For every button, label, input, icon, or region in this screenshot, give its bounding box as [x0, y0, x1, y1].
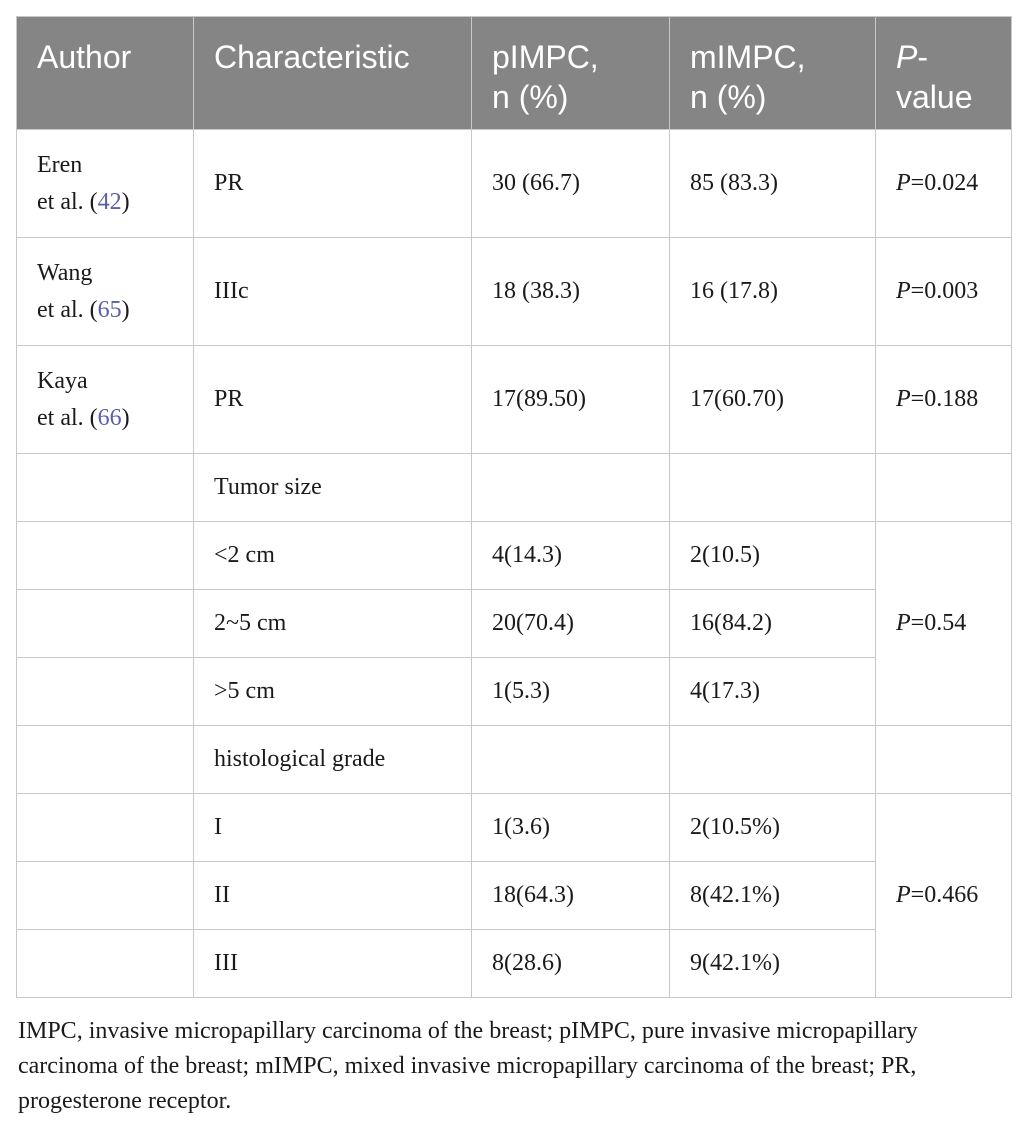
p-value-cell: P=0.024: [876, 130, 1012, 238]
table-row: [17, 130, 1012, 238]
mimpc-cell: 2(10.5): [670, 522, 876, 590]
p-value-cell: [876, 726, 1012, 794]
characteristic-cell: I: [194, 794, 472, 862]
p-value-cell: P=0.188: [876, 346, 1012, 454]
mimpc-cell: 17(60.70): [670, 346, 876, 454]
header-characteristic: Characteristic: [194, 17, 472, 130]
header-author: Author: [17, 17, 194, 130]
mimpc-cell: 4(17.3): [670, 658, 876, 726]
characteristic-cell: histological grade: [194, 726, 472, 794]
pimpc-cell: 8(28.6): [472, 930, 670, 998]
pimpc-cell: [472, 726, 670, 794]
comparison-table: [16, 16, 1012, 998]
author-cell: Kaya et al. (66): [17, 346, 194, 454]
pimpc-cell: 18 (38.3): [472, 238, 670, 346]
pimpc-cell: 1(5.3): [472, 658, 670, 726]
reference-link[interactable]: 65: [97, 296, 122, 323]
table-row: [17, 862, 1012, 930]
characteristic-cell: PR: [194, 130, 472, 238]
mimpc-cell: 16 (17.8): [670, 238, 876, 346]
p-value-cell: P=0.003: [876, 238, 1012, 346]
pimpc-cell: 4(14.3): [472, 522, 670, 590]
table-header-row: [17, 17, 1012, 130]
author-cell: [17, 454, 194, 522]
author-cell: [17, 658, 194, 726]
table-row: [17, 794, 1012, 862]
table-row: [17, 930, 1012, 998]
mimpc-cell: [670, 454, 876, 522]
mimpc-cell: 2(10.5%): [670, 794, 876, 862]
header-pimpc: pIMPC, n (%): [472, 17, 670, 130]
pimpc-cell: 18(64.3): [472, 862, 670, 930]
table-row: [17, 658, 1012, 726]
pimpc-cell: 20(70.4): [472, 590, 670, 658]
author-cell: [17, 726, 194, 794]
p-value-cell: [876, 454, 1012, 522]
characteristic-cell: >5 cm: [194, 658, 472, 726]
p-value-cell: P=0.466: [876, 794, 1012, 998]
characteristic-cell: II: [194, 862, 472, 930]
mimpc-cell: 16(84.2): [670, 590, 876, 658]
table-row: [17, 238, 1012, 346]
table-row: [17, 522, 1012, 590]
characteristic-cell: PR: [194, 346, 472, 454]
pimpc-cell: [472, 454, 670, 522]
table-row: [17, 346, 1012, 454]
author-cell: Eren et al. (42): [17, 130, 194, 238]
table-row: [17, 454, 1012, 522]
mimpc-cell: 85 (83.3): [670, 130, 876, 238]
author-cell: [17, 930, 194, 998]
author-cell: Wang et al. (65): [17, 238, 194, 346]
author-cell: [17, 794, 194, 862]
mimpc-cell: 8(42.1%): [670, 862, 876, 930]
pimpc-cell: 1(3.6): [472, 794, 670, 862]
characteristic-cell: III: [194, 930, 472, 998]
pimpc-cell: 17(89.50): [472, 346, 670, 454]
p-value-cell: P=0.54: [876, 522, 1012, 726]
table-footnote: IMPC, invasive micropapillary carcinoma of the breast; pIMPC, pure invasive micropapillary carcinoma of the breast; mIMPC, mixed invasive micropapillary carcinoma of the breast; PR, progesterone receptor.: [18, 1018, 918, 1114]
author-cell: [17, 590, 194, 658]
characteristic-cell: Tumor size: [194, 454, 472, 522]
table-row: [17, 726, 1012, 794]
table-row: [17, 590, 1012, 658]
header-mimpc: mIMPC, n (%): [670, 17, 876, 130]
reference-link[interactable]: 42: [97, 188, 122, 215]
characteristic-cell: IIIc: [194, 238, 472, 346]
author-cell: [17, 522, 194, 590]
reference-link[interactable]: 66: [97, 404, 122, 431]
pimpc-cell: 30 (66.7): [472, 130, 670, 238]
header-p-value: P- value: [876, 17, 1012, 130]
mimpc-cell: [670, 726, 876, 794]
mimpc-cell: 9(42.1%): [670, 930, 876, 998]
characteristic-cell: <2 cm: [194, 522, 472, 590]
author-cell: [17, 862, 194, 930]
characteristic-cell: 2~5 cm: [194, 590, 472, 658]
